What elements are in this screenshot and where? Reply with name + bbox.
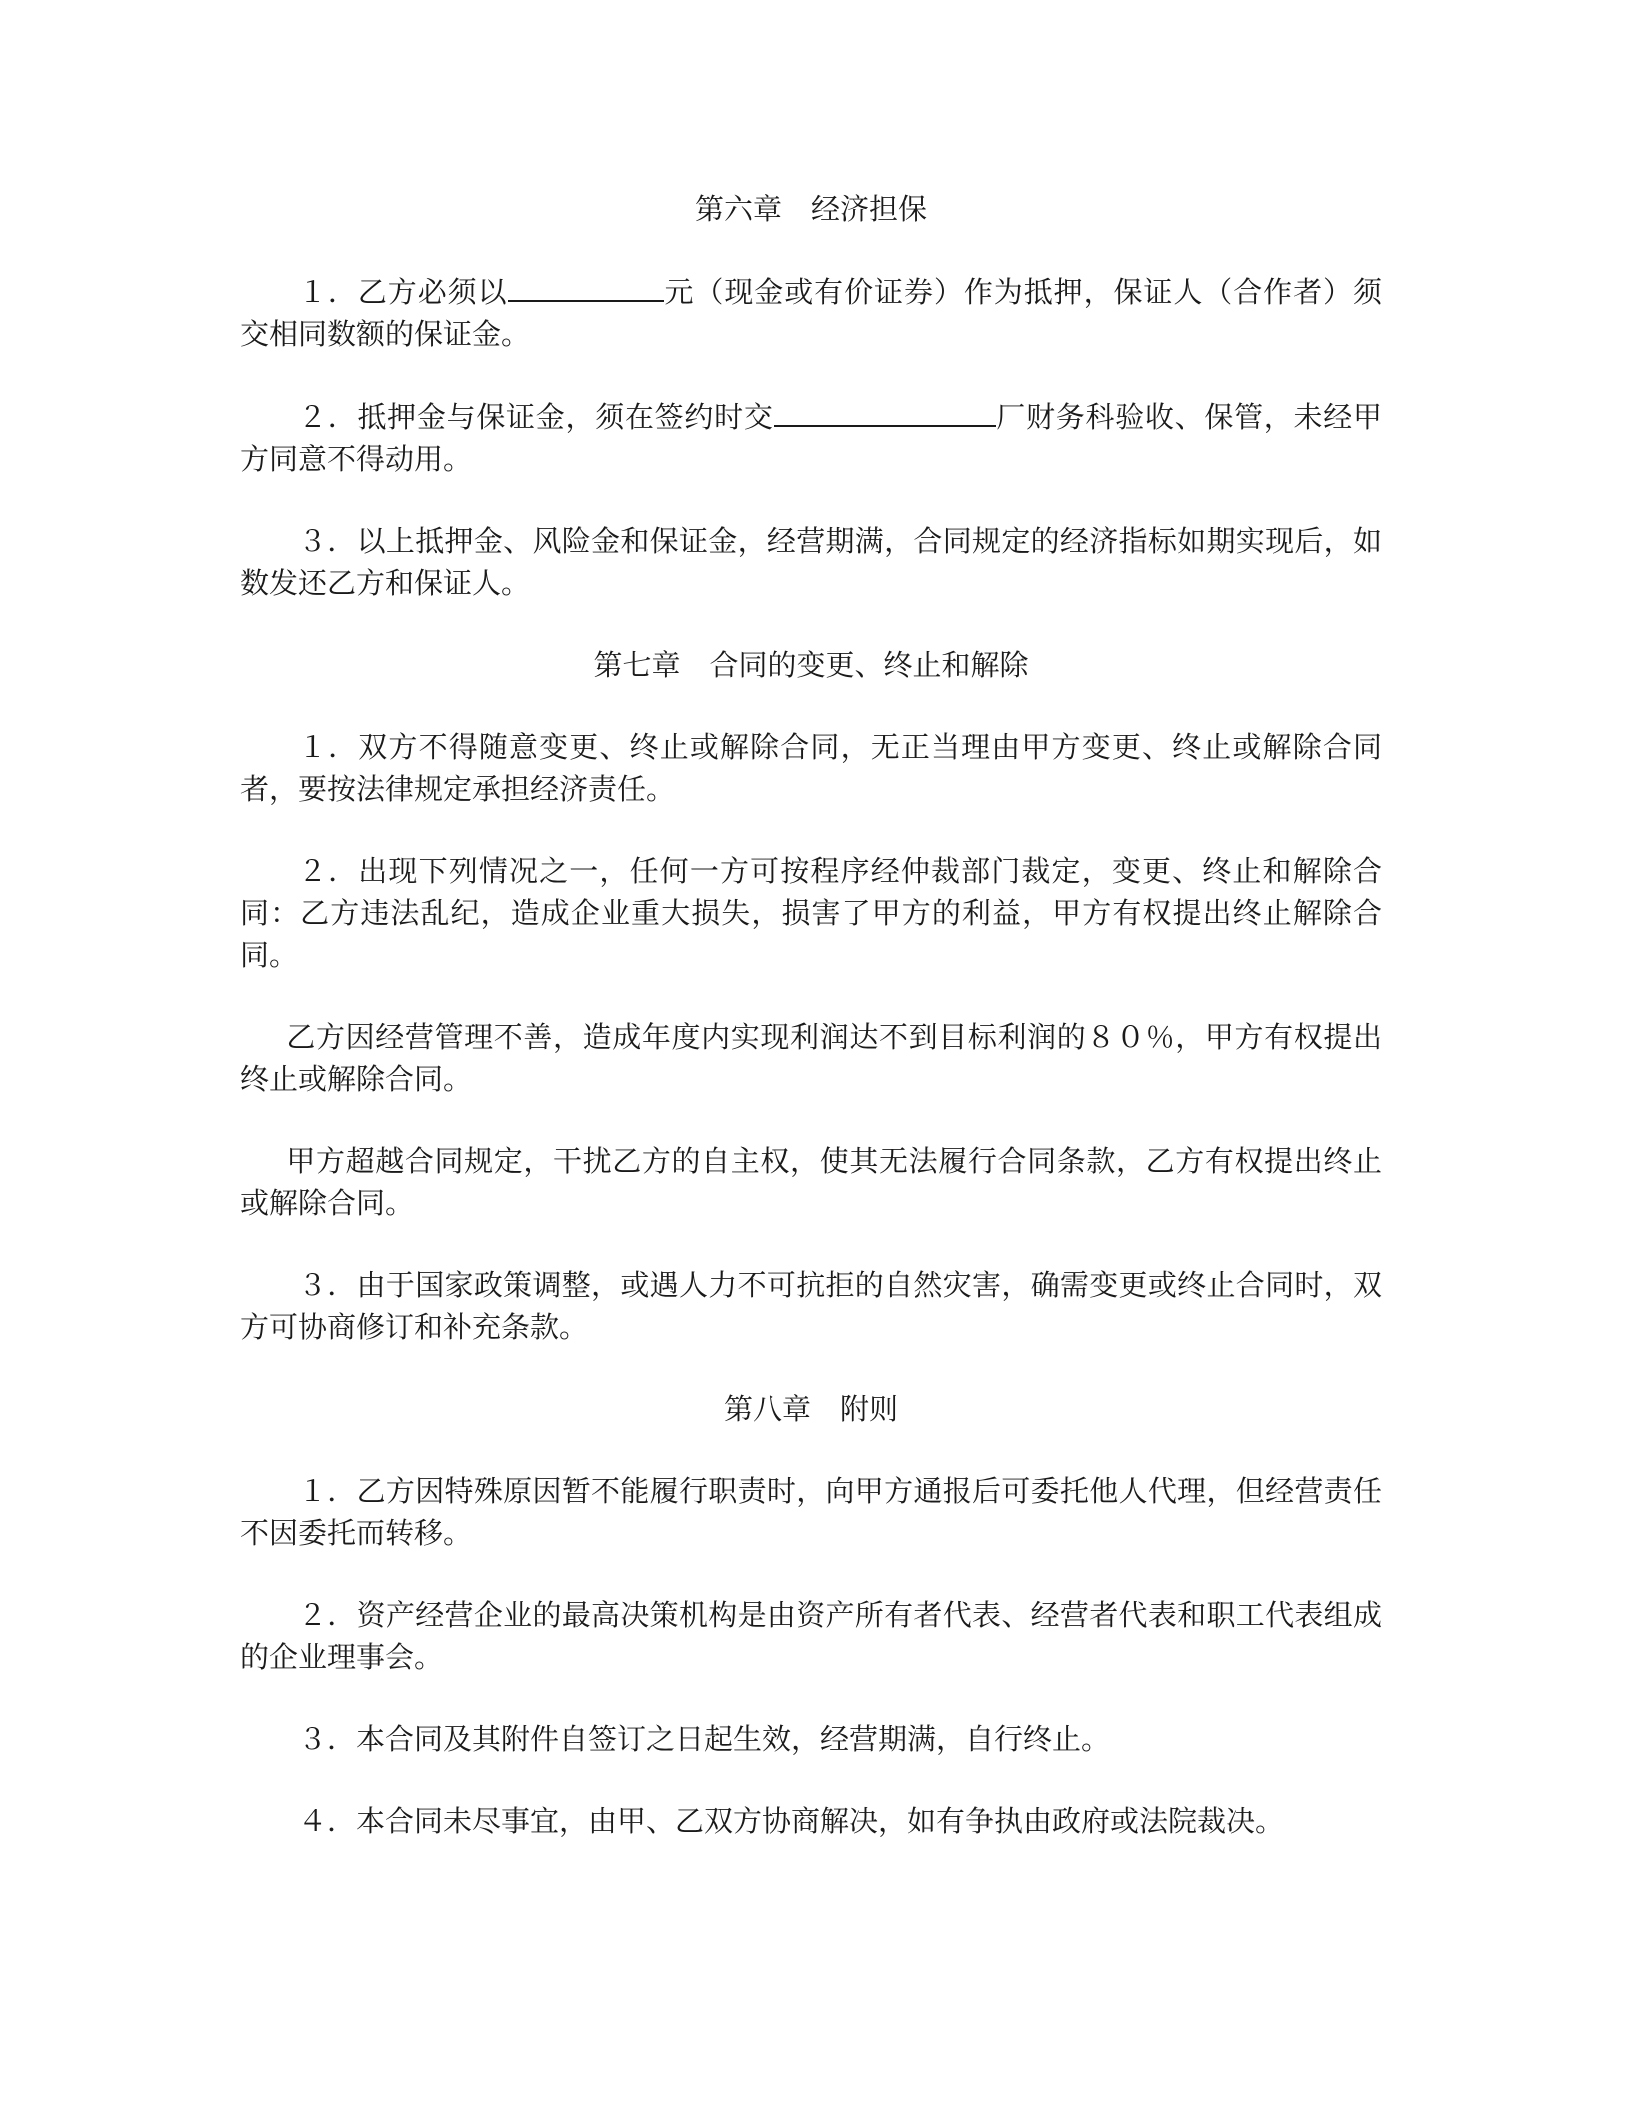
chapter-8-title: 第八章 附则 (723, 1392, 898, 1426)
clause-text: 元（现金或有价证券）作为抵押，保证人（合作者）须交相同数额的保证金。 (240, 275, 1382, 351)
chapter-7-title: 第七章 合同的变更、终止和解除 (593, 648, 1029, 682)
document-page (240, 188, 1382, 1842)
chapter-7-clause-1: １．双方不得随意变更、终止或解除合同，无正当理由甲方变更、终止或解除合同者，要按法律规定承担经济责任。 (240, 730, 1382, 806)
chapter-8-clause-4: ４．本合同未尽事宜，由甲、乙双方协商解决，如有争执由政府或法院裁决。 (298, 1804, 1285, 1838)
deposit-amount-blank (508, 270, 664, 302)
chapter-7-clause-2: ２．出现下列情况之一，任何一方可按程序经仲裁部门裁定，变更、终止和解除合同：乙方违法乱纪，造成企业重大损失，损害了甲方的利益，甲方有权提出终止解除合同。 (240, 854, 1382, 972)
factory-name-blank (774, 395, 996, 427)
chapter-6-title: 第六章 经济担保 (694, 192, 927, 226)
chapter-6-clause-3: ３．以上抵押金、风险金和保证金，经营期满，合同规定的经济指标如期实现后，如数发还乙方和保证人。 (240, 524, 1382, 600)
clause-text: １．乙方必须以 (298, 275, 508, 309)
chapter-8-clause-2: ２．资产经营企业的最高决策机构是由资产所有者代表、经营者代表和职工代表组成的企业理事会。 (240, 1598, 1382, 1674)
chapter-7-clause-2-condition-a: 乙方因经营管理不善，造成年度内实现利润达不到目标利润的８０％，甲方有权提出终止或解除合同。 (240, 1020, 1382, 1096)
chapter-7-clause-3: ３．由于国家政策调整，或遇人力不可抗拒的自然灾害，确需变更或终止合同时，双方可协商修订和补充条款。 (240, 1268, 1382, 1344)
clause-text: 厂财务科验收、保管，未经甲方同意不得动用。 (240, 400, 1382, 476)
chapter-8-clause-1: １．乙方因特殊原因暂不能履行职责时，向甲方通报后可委托他人代理，但经营责任不因委托而转移。 (240, 1474, 1382, 1550)
chapter-8-clause-3: ３．本合同及其附件自签订之日起生效，经营期满，自行终止。 (298, 1722, 1111, 1756)
chapter-7-clause-2-condition-b: 甲方超越合同规定，干扰乙方的自主权，使其无法履行合同条款，乙方有权提出终止或解除合同。 (240, 1144, 1382, 1220)
clause-text: ２．抵押金与保证金，须在签约时交 (298, 400, 774, 434)
chapter-6-clause-1 (240, 270, 1382, 355)
chapter-6-clause-2 (240, 395, 1382, 480)
